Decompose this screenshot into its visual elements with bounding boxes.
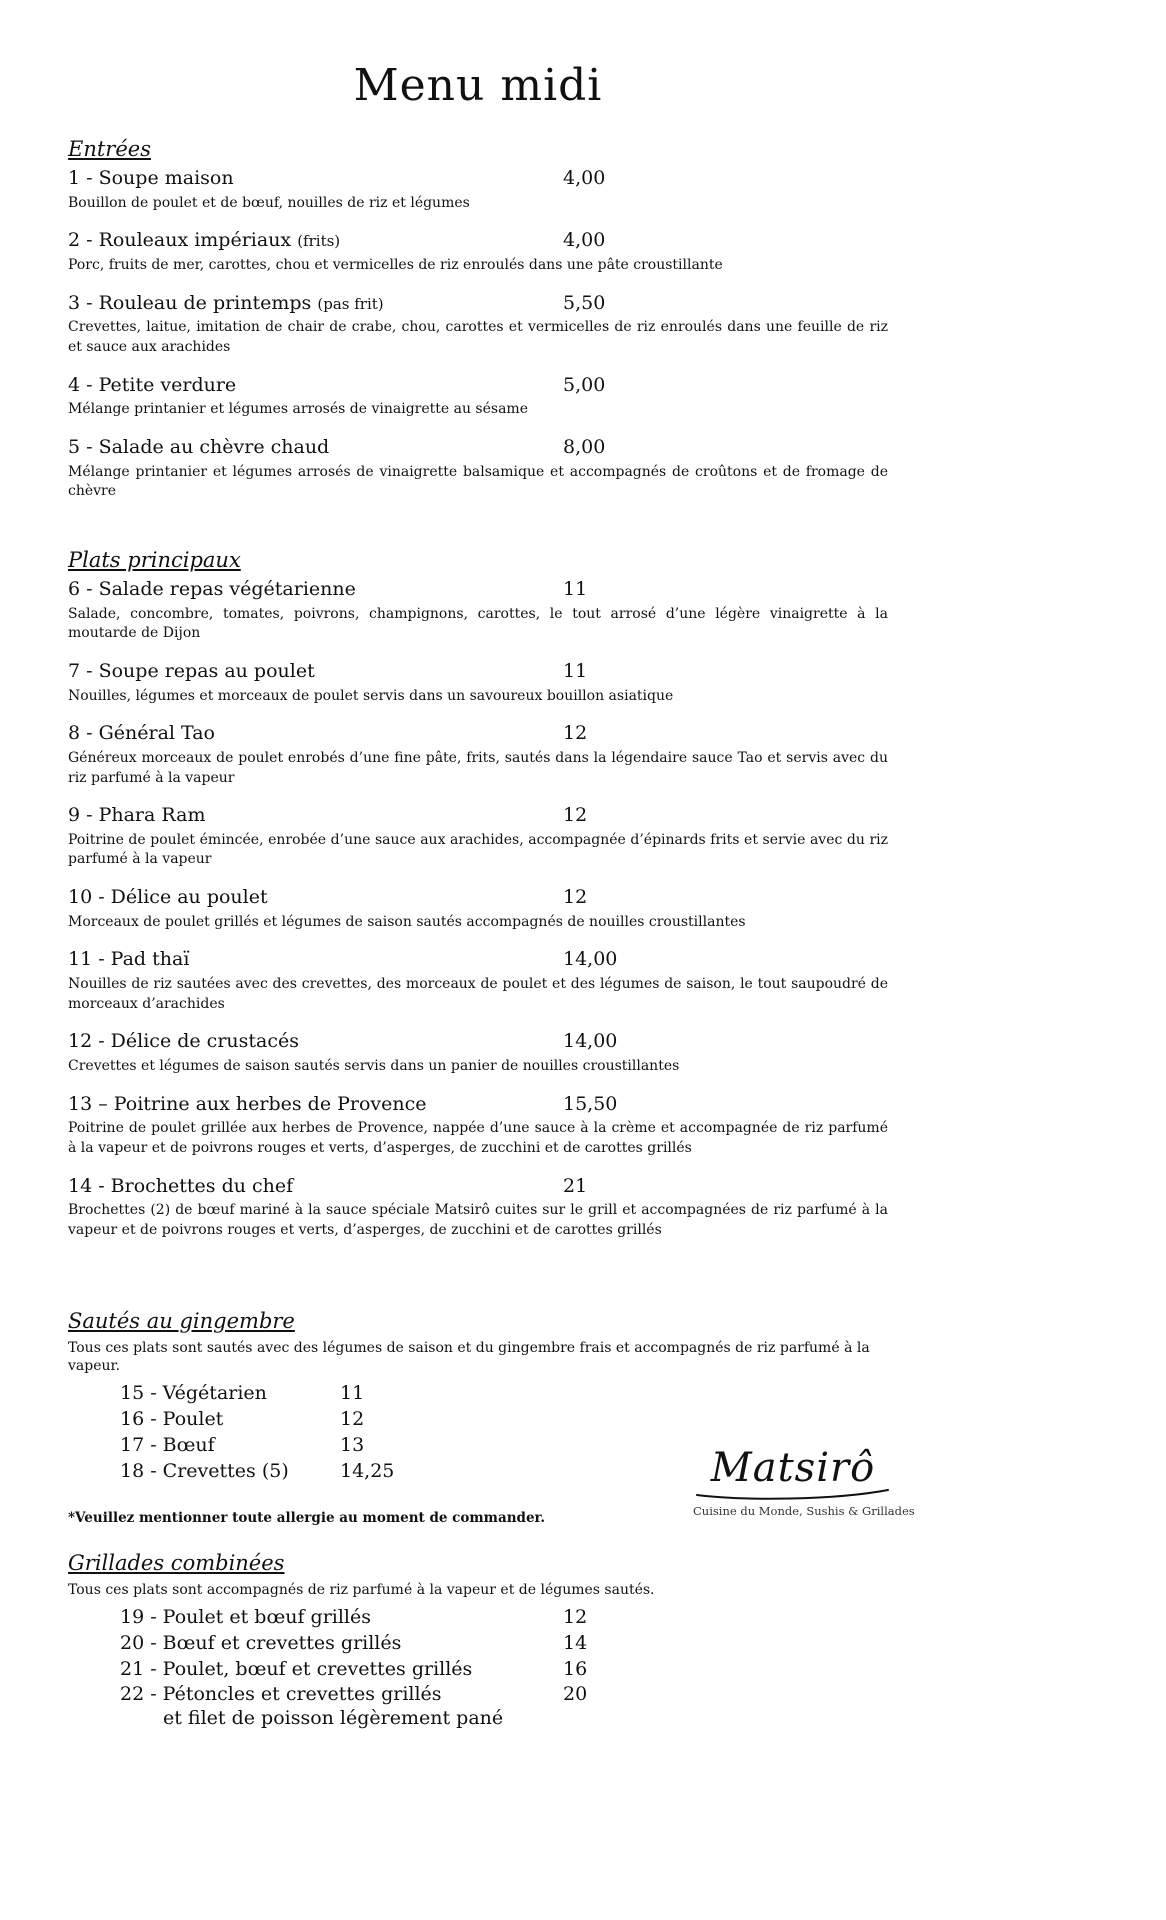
item-name-cell xyxy=(120,1658,563,1682)
menu-item xyxy=(68,1408,888,1432)
item-name: 8 - Général Tao xyxy=(68,722,215,745)
item-name-cell xyxy=(68,886,563,910)
item-note: (frits) xyxy=(297,232,341,251)
menu-section xyxy=(68,1551,888,1731)
section-heading: Plats principaux xyxy=(68,547,241,572)
item-name: 17 - Bœuf xyxy=(120,1433,215,1456)
item-name-cell xyxy=(68,1093,563,1117)
item-description: Brochettes (2) de bœuf mariné à la sauce spéciale Matsirô cuites sur le grill et accompagnées de riz parfumé à la vapeur et de poivrons rouges et verts, d’asperges, de zucchini et de carottes grillés xyxy=(68,1202,888,1238)
item-price: 21 xyxy=(563,1174,588,1197)
item-name: 18 - Crevettes (5) xyxy=(120,1459,289,1482)
menu-item xyxy=(68,804,888,870)
item-price: 4,00 xyxy=(563,167,606,189)
item-name-cell xyxy=(68,948,563,972)
item-name-cell xyxy=(68,1030,563,1054)
item-description: Poitrine de poulet émincée, enrobée d’une sauce aux arachides, accompagnée d’épinards frits et servie avec du riz parfumé à la vapeur xyxy=(68,831,888,868)
item-name-cell xyxy=(68,229,563,253)
item-description: Mélange printanier et légumes arrosés de vinaigrette balsamique et accompagnés de croûtons et de fromage de chèvre xyxy=(68,463,888,500)
item-name: 15 - Végétarien xyxy=(120,1382,267,1405)
item-description: Morceaux de poulet grillés et légumes de saison sautés accompagnés de nouilles croustillantes xyxy=(68,913,746,930)
item-price: 14 xyxy=(563,1631,588,1654)
item-price: 13 xyxy=(340,1433,365,1456)
item-name: 19 - Poulet et bœuf grillés xyxy=(120,1606,372,1629)
item-name: 22 - Pétoncles et crevettes grillés xyxy=(120,1683,442,1706)
item-description: Nouilles, légumes et morceaux de poulet servis dans un savoureux bouillon asiatique xyxy=(68,687,674,704)
item-line xyxy=(68,1606,888,1630)
item-price: 12 xyxy=(563,886,588,909)
item-description: Nouilles de riz sautées avec des crevettes, des morceaux de poulet et des légumes de saison, le tout saupoudré de morceaux d’arachides xyxy=(68,976,888,1012)
item-price: 12 xyxy=(340,1408,365,1431)
item-line xyxy=(68,804,888,828)
item-note: (pas frit) xyxy=(317,294,384,313)
item-line xyxy=(68,1632,888,1656)
section-heading: Grillades combinées xyxy=(68,1551,285,1576)
item-name: 4 - Petite verdure xyxy=(68,373,237,396)
item-price: 4,00 xyxy=(563,229,606,252)
item-name: 2 - Rouleaux impériaux xyxy=(68,229,292,252)
menu-item xyxy=(68,374,888,420)
item-name-cell xyxy=(68,1175,563,1199)
item-line xyxy=(68,1658,888,1682)
item-name-cell xyxy=(68,660,563,684)
menu-item xyxy=(68,167,888,213)
item-line xyxy=(68,436,888,460)
menu-item xyxy=(68,948,888,1014)
item-line xyxy=(68,1408,888,1432)
item-description: Mélange printanier et légumes arrosés de vinaigrette au sésame xyxy=(68,401,528,418)
item-price: 15,50 xyxy=(563,1092,618,1115)
item-price: 11 xyxy=(563,577,588,600)
item-line xyxy=(68,578,888,602)
item-price: 11 xyxy=(563,659,588,682)
menu-item xyxy=(68,292,888,358)
item-price: 12 xyxy=(563,804,588,827)
item-name: 14 - Brochettes du chef xyxy=(68,1174,294,1197)
item-price: 14,00 xyxy=(563,1030,618,1053)
item-name-cell xyxy=(120,1632,563,1656)
section-intro: Tous ces plats sont accompagnés de riz parfumé à la vapeur et de légumes sautés. xyxy=(68,1582,655,1599)
menu-item xyxy=(68,1175,888,1241)
menu-item xyxy=(68,1030,888,1076)
item-continuation: et filet de poisson légèrement pané xyxy=(163,1707,504,1730)
item-name: 20 - Bœuf et crevettes grillés xyxy=(120,1631,402,1654)
item-line xyxy=(68,1382,888,1406)
item-line xyxy=(68,1093,888,1117)
item-name: 13 – Poitrine aux herbes de Provence xyxy=(68,1092,427,1115)
item-name-cell xyxy=(120,1434,340,1458)
item-name-cell xyxy=(120,1382,340,1406)
menu-item xyxy=(68,229,888,275)
item-description: Crevettes, laitue, imitation de chair de crabe, chou, carottes et vermicelles de riz enroulés dans une feuille de riz et sauce aux arachides xyxy=(68,319,888,356)
item-name-cell xyxy=(120,1683,563,1707)
item-name-cell xyxy=(68,436,563,460)
item-name-cell xyxy=(68,167,563,191)
item-name: 10 - Délice au poulet xyxy=(68,886,268,909)
restaurant-logo xyxy=(693,1445,915,1518)
menu-item xyxy=(68,660,888,706)
item-name-cell xyxy=(120,1460,340,1484)
item-name-cell xyxy=(68,292,563,316)
menu-item xyxy=(68,1093,888,1159)
item-name-cell xyxy=(68,722,563,746)
menu-item xyxy=(68,886,888,932)
item-price: 12 xyxy=(563,1606,588,1629)
item-price: 16 xyxy=(563,1657,588,1680)
item-name-cell xyxy=(120,1606,563,1630)
menu-item xyxy=(68,1632,888,1656)
section-heading: Entrées xyxy=(68,137,151,161)
item-price: 8,00 xyxy=(563,435,606,458)
item-line xyxy=(68,167,888,191)
item-line xyxy=(68,1683,888,1707)
menu-item xyxy=(68,722,888,788)
item-price: 14,00 xyxy=(563,948,618,971)
menu-item xyxy=(68,1658,888,1682)
item-name-cell xyxy=(68,804,563,828)
section-intro: Tous ces plats sont sautés avec des légumes de saison et du gingembre frais et accompagnés de riz parfumé à la vapeur. xyxy=(68,1339,870,1375)
item-line xyxy=(68,1175,888,1199)
logo-brand-text: Matsirô xyxy=(710,1445,876,1491)
item-line xyxy=(68,886,888,910)
menu-section xyxy=(68,137,888,502)
item-name: 21 - Poulet, bœuf et crevettes grillés xyxy=(120,1657,473,1680)
item-price: 20 xyxy=(563,1683,588,1706)
item-description: Bouillon de poulet et de bœuf, nouilles de riz et légumes xyxy=(68,194,470,211)
item-name: 16 - Poulet xyxy=(120,1408,224,1431)
item-name: 9 - Phara Ram xyxy=(68,804,206,827)
page-title: Menu midi xyxy=(353,60,603,111)
menu-item xyxy=(68,436,888,502)
item-name: 7 - Soupe repas au poulet xyxy=(68,659,315,682)
item-price: 12 xyxy=(563,722,588,745)
item-line xyxy=(68,1030,888,1054)
item-price: 11 xyxy=(340,1382,365,1405)
item-name: 5 - Salade au chèvre chaud xyxy=(68,435,330,458)
item-description: Généreux morceaux de poulet enrobés d’une fine pâte, frits, sautés dans la légendaire sauce Tao et servis avec du riz parfumé à la vapeur xyxy=(68,749,888,786)
item-price: 14,25 xyxy=(340,1459,395,1482)
logo-tagline: Cuisine du Monde, Sushis & Grillades xyxy=(693,1504,915,1518)
item-name: 3 - Rouleau de printemps xyxy=(68,291,312,314)
item-description: Porc, fruits de mer, carottes, chou et vermicelles de riz enroulés dans une pâte croustillante xyxy=(68,257,723,274)
menu-section xyxy=(68,548,888,1241)
item-name: 12 - Délice de crustacés xyxy=(68,1030,299,1053)
item-line xyxy=(68,722,888,746)
item-name-cell xyxy=(68,374,563,398)
item-price: 5,50 xyxy=(563,291,606,314)
item-name: 6 - Salade repas végétarienne xyxy=(68,577,356,600)
menu-item xyxy=(68,1382,888,1406)
item-name: 11 - Pad thaï xyxy=(68,948,190,971)
item-description: Salade, concombre, tomates, poivrons, champignons, carottes, le tout arrosé d’une légère vinaigrette à la moutarde de Dijon xyxy=(68,605,888,642)
item-price: 5,00 xyxy=(563,373,606,396)
item-line xyxy=(68,374,888,398)
item-description: Crevettes et légumes de saison sautés servis dans un panier de nouilles croustillantes xyxy=(68,1058,680,1075)
menu-item xyxy=(68,1683,888,1731)
item-line xyxy=(68,660,888,684)
menu-item xyxy=(68,578,888,644)
item-name-cell xyxy=(120,1408,340,1432)
section-heading: Sautés au gingembre xyxy=(68,1308,295,1333)
item-line xyxy=(68,948,888,972)
menu-item xyxy=(68,1606,888,1630)
item-name-cell xyxy=(68,578,563,602)
item-name: 1 - Soupe maison xyxy=(68,167,234,189)
item-line xyxy=(68,229,888,253)
item-line xyxy=(68,292,888,316)
allergy-footnote: *Veuillez mentionner toute allergie au moment de commander. xyxy=(68,1510,546,1526)
item-description: Poitrine de poulet grillée aux herbes de Provence, nappée d’une sauce à la crème et accompagnée de riz parfumé à la vapeur et de poivrons rouges et verts, d’asperges, de zucchini et de carottes grillés xyxy=(68,1120,888,1157)
